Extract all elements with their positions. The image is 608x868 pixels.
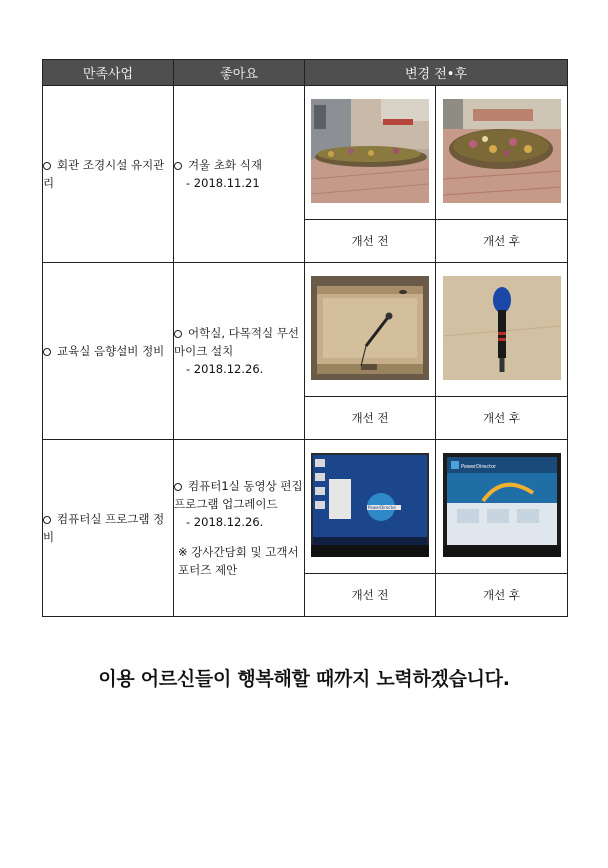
- project-name: 컴퓨터실 프로그램 정비: [43, 512, 165, 544]
- before-caption: 개선 전: [305, 574, 436, 617]
- before-photo-cell: [305, 86, 436, 220]
- after-photo-cell: [436, 440, 568, 574]
- monitor-before-photo: [311, 453, 429, 557]
- project-name: 회관 조경시설 유지관리: [43, 158, 165, 190]
- circle-bullet-icon: [43, 516, 51, 524]
- project-cell: [43, 86, 174, 263]
- circle-bullet-icon: [43, 162, 51, 170]
- flowerbed-after-photo: [443, 99, 561, 203]
- good-item: 컴퓨터1실 동영상 편집 프로그램 업그레이드: [174, 479, 303, 511]
- closing-statement: 이용 어르신들이 행복해할 때까지 노력하겠습니다.: [98, 668, 510, 690]
- project-name: 교육실 음향설비 정비: [57, 344, 165, 358]
- good-cell: [174, 263, 305, 440]
- good-cell: [174, 440, 305, 617]
- table-row: [43, 440, 568, 574]
- microphone-before-photo: [311, 276, 429, 380]
- after-caption: 개선 후: [436, 397, 568, 440]
- after-photo-cell: [436, 263, 568, 397]
- improvement-table: [42, 59, 568, 617]
- good-item: 겨울 초화 식재: [188, 158, 262, 172]
- screen-app-text: PowerDirector: [460, 463, 496, 470]
- circle-bullet-icon: [43, 348, 51, 356]
- after-caption: 개선 후: [436, 574, 568, 617]
- after-caption: 개선 후: [436, 220, 568, 263]
- after-photo-cell: [436, 86, 568, 220]
- circle-bullet-icon: [174, 162, 182, 170]
- header-good: 좋아요: [174, 60, 305, 86]
- good-date: - 2018.12.26.: [186, 362, 264, 376]
- good-cell: [174, 86, 305, 263]
- suggestion-note: ※ 강사간담회 및 고객서포터즈 제안: [178, 545, 299, 577]
- good-item: 어학실, 다목적실 무선마이크 설치: [174, 326, 299, 358]
- screen-app-text: PowerDirector: [368, 504, 397, 510]
- microphone-after-photo: [443, 276, 561, 380]
- before-caption: 개선 전: [305, 397, 436, 440]
- good-date: - 2018.12.26.: [186, 515, 264, 529]
- before-photo-cell: [305, 263, 436, 397]
- before-photo-cell: [305, 440, 436, 574]
- circle-bullet-icon: [174, 330, 182, 338]
- before-caption: 개선 전: [305, 220, 436, 263]
- circle-bullet-icon: [174, 483, 182, 491]
- good-date: - 2018.11.21: [186, 176, 260, 190]
- table-row: [43, 86, 568, 220]
- header-project: 만족사업: [43, 60, 174, 86]
- header-change: 변경 전•후: [305, 60, 568, 86]
- flowerbed-before-photo: [311, 99, 429, 203]
- monitor-after-photo: [443, 453, 561, 557]
- project-cell: [43, 263, 174, 440]
- table-row: [43, 263, 568, 397]
- table-header-row: [43, 60, 568, 86]
- project-cell: [43, 440, 174, 617]
